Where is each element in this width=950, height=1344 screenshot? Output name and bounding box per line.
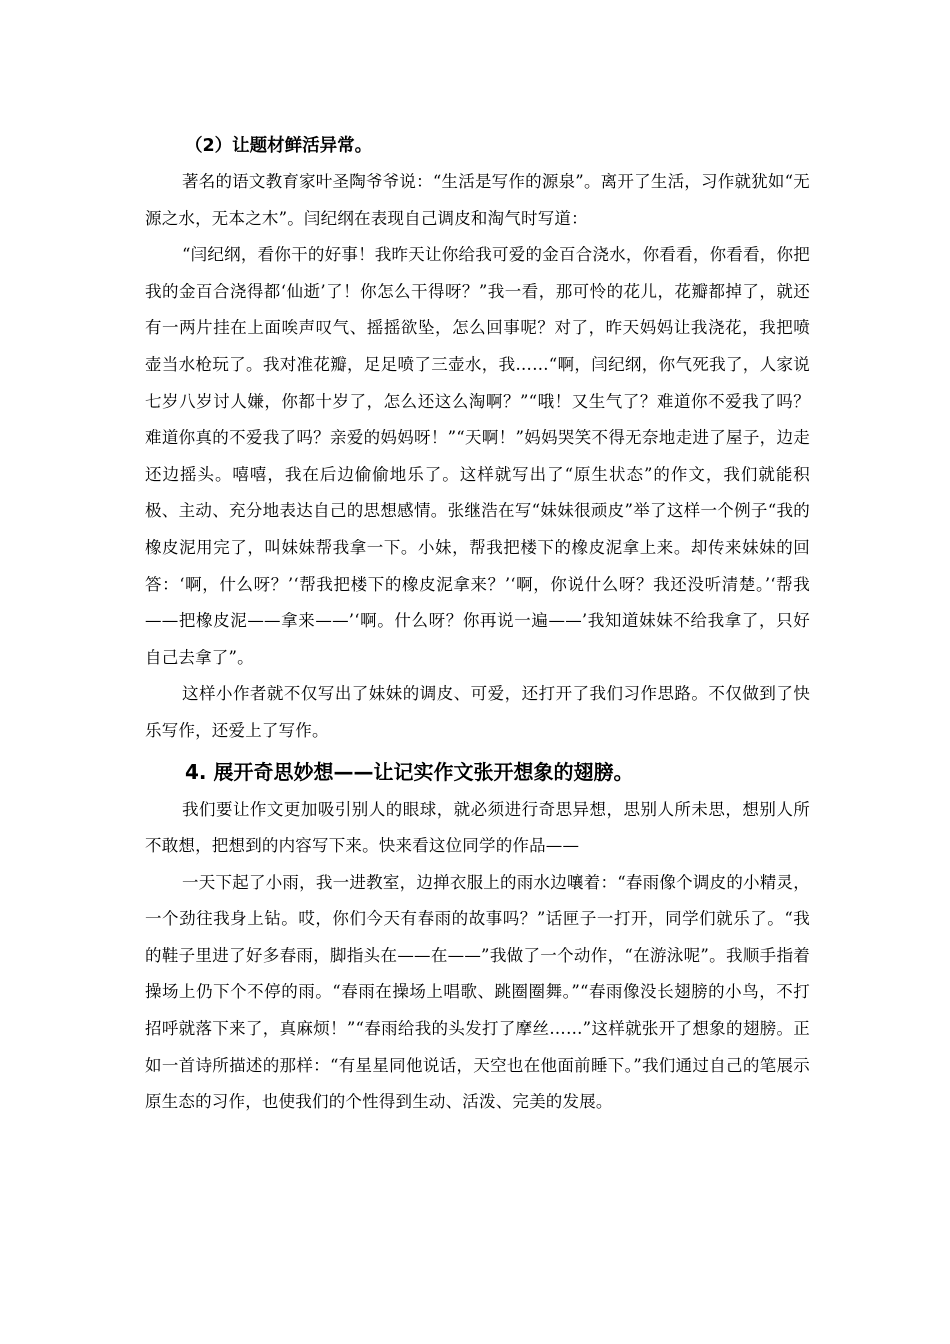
section-4-paragraph-intro: 我们要让作文更加吸引别人的眼球，就必须进行奇思异想，思别人所未思，想别人所不敢想，把想到的内容写下来。快来看这位同学的作品—— <box>145 799 810 856</box>
section-2-paragraph-conclusion: 这样小作者就不仅写出了妹妹的调皮、可爱，还打开了我们习作思路。不仅做到了快乐写作，还爱上了写作。 <box>145 684 810 740</box>
document-page <box>145 128 810 1121</box>
section-2-heading: （2）让题材鲜活异常。 <box>185 136 373 156</box>
section-4-heading: 4. 展开奇思妙想——让记实作文张开想象的翅膀。 <box>185 759 634 784</box>
section-4-paragraph-example: 一天下起了小雨，我一进教室，边掸衣服上的雨水边嚷着：“春雨像个调皮的小精灵，一个劲往我身上钻。哎，你们今天有春雨的故事吗？”话匣子一打开，同学们就乐了。“我的鞋子里进了好多春雨，脚指头在——在——”我做了一个动作，“在游泳呢”。我顺手指着操场上仍下个不停的雨。“春雨在操场上唱歌、跳圈圈舞。”“春雨像没长翅膀的小鸟，不打招呼就落下来了，真麻烦！”“春雨给我的头发打了摩丝……”这样就张开了想象的翅膀。正如一首诗所描述的那样：“有星星同他说话，天空也在他面前睡下。”我们通过自己的笔展示原生态的习作，也使我们的个性得到生动、活泼、完美的发展。 <box>145 872 810 1112</box>
section-2-paragraph-example: “闫纪纲，看你干的好事！我昨天让你给我可爱的金百合浇水，你看看，你看看，你把我的金百合浇得都‘仙逝’了！你怎么干得呀？”我一看，那可怜的花儿，花瓣都掉了，就还有一两片挂在上面唉声叹气、摇摇欲坠，怎么回事呢？对了，昨天妈妈让我浇花，我把喷壶当水枪玩了。我对准花瓣，足足喷了三壶水，我……“啊，闫纪纲，你气死我了，人家说七岁八岁讨人嫌，你都十岁了，怎么还这么淘啊？”“哦！又生气了？难道你不爱我了吗？难道你真的不爱我了吗？亲爱的妈妈呀！”“天啊！”妈妈哭笑不得无奈地走进了屋子，边走还边摇头。嘻嘻，我在后边偷偷地乐了。这样就写出了“原生状态”的作文，我们就能积极、主动、充分地表达自己的思想感情。张继浩在写“妹妹很顽皮”举了这样一个例子“我的橡皮泥用完了，叫妹妹帮我拿一下。小妹，帮我把楼下的橡皮泥拿上来。却传来妹妹的回答：‘啊，什么呀？’‘帮我把楼下的橡皮泥拿来？’‘啊，你说什么呀？我还没听清楚。’‘帮我——把橡皮泥——拿来——’‘啊。什么呀？你再说一遍——’我知道妹妹不给我拿了，只好自己去拿了”。 <box>145 245 810 667</box>
section-2-paragraph-intro: 著名的语文教育家叶圣陶爷爷说：“生活是写作的源泉”。离开了生活，习作就犹如“无源之水，无本之木”。闫纪纲在表现自己调皮和淘气时写道： <box>145 172 810 228</box>
